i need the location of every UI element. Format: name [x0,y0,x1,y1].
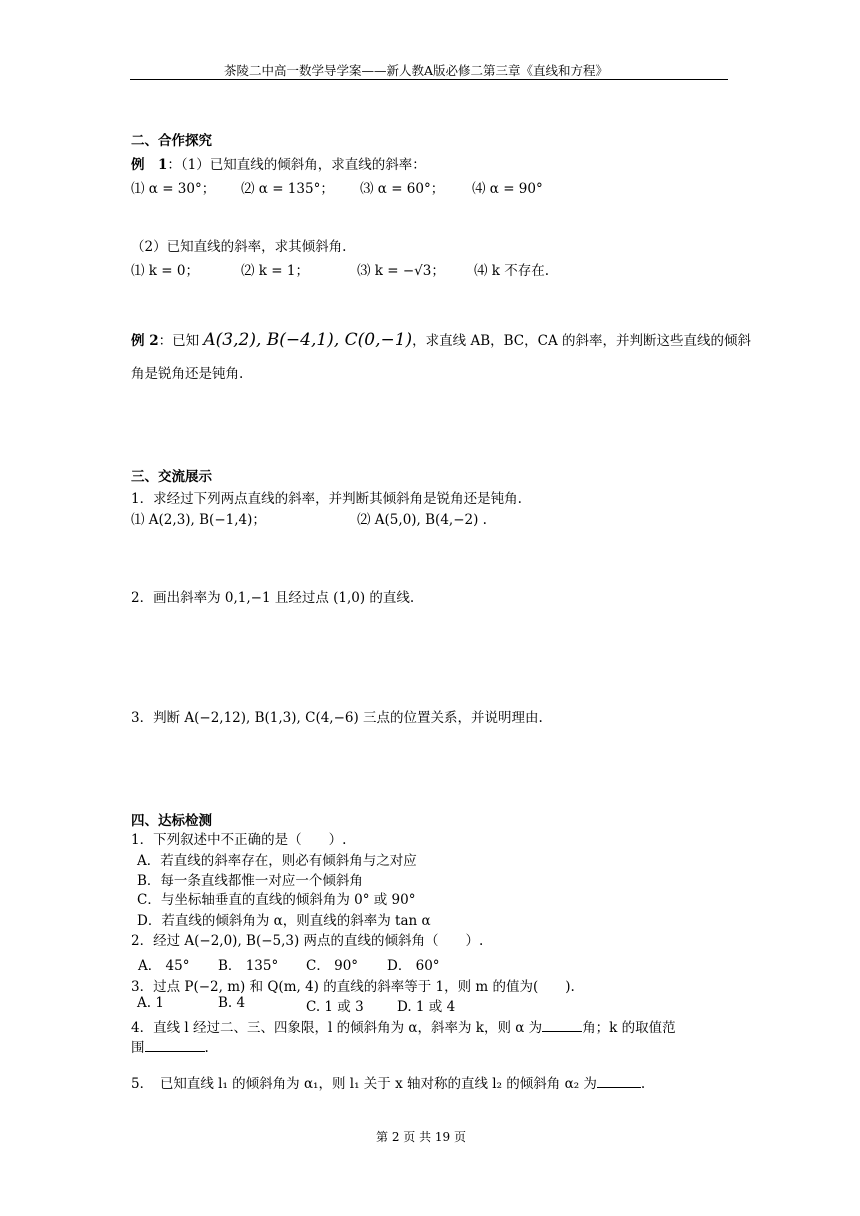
example-1b-item-3: ⑶ k = −√3； [357,263,445,279]
check-question-2-option-c: C． 90° [306,958,359,974]
check-question-4-line1 [131,1016,676,1036]
check-question-3-option-b: B. 4 [218,995,246,1011]
example-2-post: ，求直线 AB，BC，CA 的斜率，并判断这些直线的倾斜 [412,333,752,349]
check-question-4-blank-2 [145,1038,205,1052]
check-question-2-option-d: D． 60° [387,958,440,974]
example-2-line2: 角是锐角还是钝角. [131,366,244,382]
exchange-question-1b: ⑵ A(5,0), B(4,−2) . [357,512,487,528]
exchange-question-1: 1．求经过下列两点直线的斜率，并判断其倾斜角是锐角还是钝角. [131,491,522,507]
example-1-label: 例 1 [131,157,168,173]
example-1-item-2: ⑵ α = 135°； [241,181,334,197]
check-question-5-blank [597,1074,641,1088]
check-question-1-option-c: C．与坐标轴垂直的直线的倾斜角为 0° 或 90° [137,892,416,908]
example-1-part2: （2）已知直线的斜率，求其倾斜角. [131,239,347,255]
check-question-4-text-a: 4．直线 l 经过二、三、四象限，l 的倾斜角为 α，斜率为 k，则 α 为 [131,1020,543,1036]
check-question-3: 3．过点 P(−2, m) 和 Q(m, 4) 的直线的斜率等于 1，则 m 的值为( ). [131,979,575,995]
check-question-4-blank-1 [542,1018,582,1032]
check-question-1: 1．下列叙述中不正确的是（ ）. [131,832,347,848]
check-question-5-text: 5． 已知直线 l₁ 的倾斜角为 α₁，则 l₁ 关于 x 轴对称的直线 l₂ 的倾斜角 α₂ 为 [131,1076,597,1092]
check-question-5 [131,1072,645,1092]
check-question-2-option-b: B． 135° [218,958,279,974]
example-2-points: A(3,2), B(−4,1), C(0,−1) [203,330,413,350]
example-1-item-1: ⑴ α = 30°； [131,181,216,197]
section-heading-exchange: 三、交流展示 [131,469,212,485]
example-1b-item-2: ⑵ k = 1； [241,263,309,279]
example-1b-item-4: ⑷ k 不存在. [474,263,550,279]
page-header: 茶陵二中高一数学导学案——新人教A版必修二第三章《直线和方程》 [224,63,609,78]
example-2-line1 [131,329,751,350]
exchange-question-3: 3．判断 A(−2,12), B(1,3), C(4,−6) 三点的位置关系，并说明理由. [131,710,543,726]
check-question-2-option-a: A． 45° [138,958,190,974]
example-1b-item-1: ⑴ k = 0； [131,263,199,279]
check-question-3-option-a: A. 1 [137,995,164,1011]
check-question-4-text-c: 围 [131,1040,145,1056]
check-question-3-option-c: C. 1 或 3 [306,999,364,1015]
section-heading-cooperation: 二、合作探究 [131,133,212,149]
check-question-4-text-b: 角；k 的取值范 [582,1020,676,1036]
exchange-question-2: 2．画出斜率为 0,1,−1 且经过点 (1,0) 的直线. [131,590,415,606]
example-1-item-3: ⑶ α = 60°； [360,181,445,197]
example-1-item-4: ⑷ α = 90° [472,181,543,197]
check-question-1-option-b: B．每一条直线都惟一对应一个倾斜角 [137,873,363,889]
check-question-3-option-d: D. 1 或 4 [397,999,456,1015]
check-question-5-end: . [640,1076,646,1092]
check-question-4-line2: 围 . [131,1040,209,1056]
check-question-1-option-a: A．若直线的斜率存在，则必有倾斜角与之对应 [137,853,417,869]
exchange-question-1a: ⑴ A(2,3), B(−1,4)； [131,512,266,528]
example-2-label: 例 2 [131,333,159,349]
example-2-pre: ：已知 [158,333,200,349]
example-1-part1: ：（1）已知直线的倾斜角，求直线的斜率： [167,157,426,173]
check-question-1-option-d: D．若直线的倾斜角为 α，则直线的斜率为 tan α [137,913,431,929]
example-1-intro [131,153,426,173]
check-question-2: 2．经过 A(−2,0), B(−5,3) 两点的直线的倾斜角（ ）. [131,933,484,949]
section-heading-check: 四、达标检测 [131,813,212,829]
header-rule [130,79,728,80]
page-footer: 第 2 页 共 19 页 [376,1130,466,1144]
